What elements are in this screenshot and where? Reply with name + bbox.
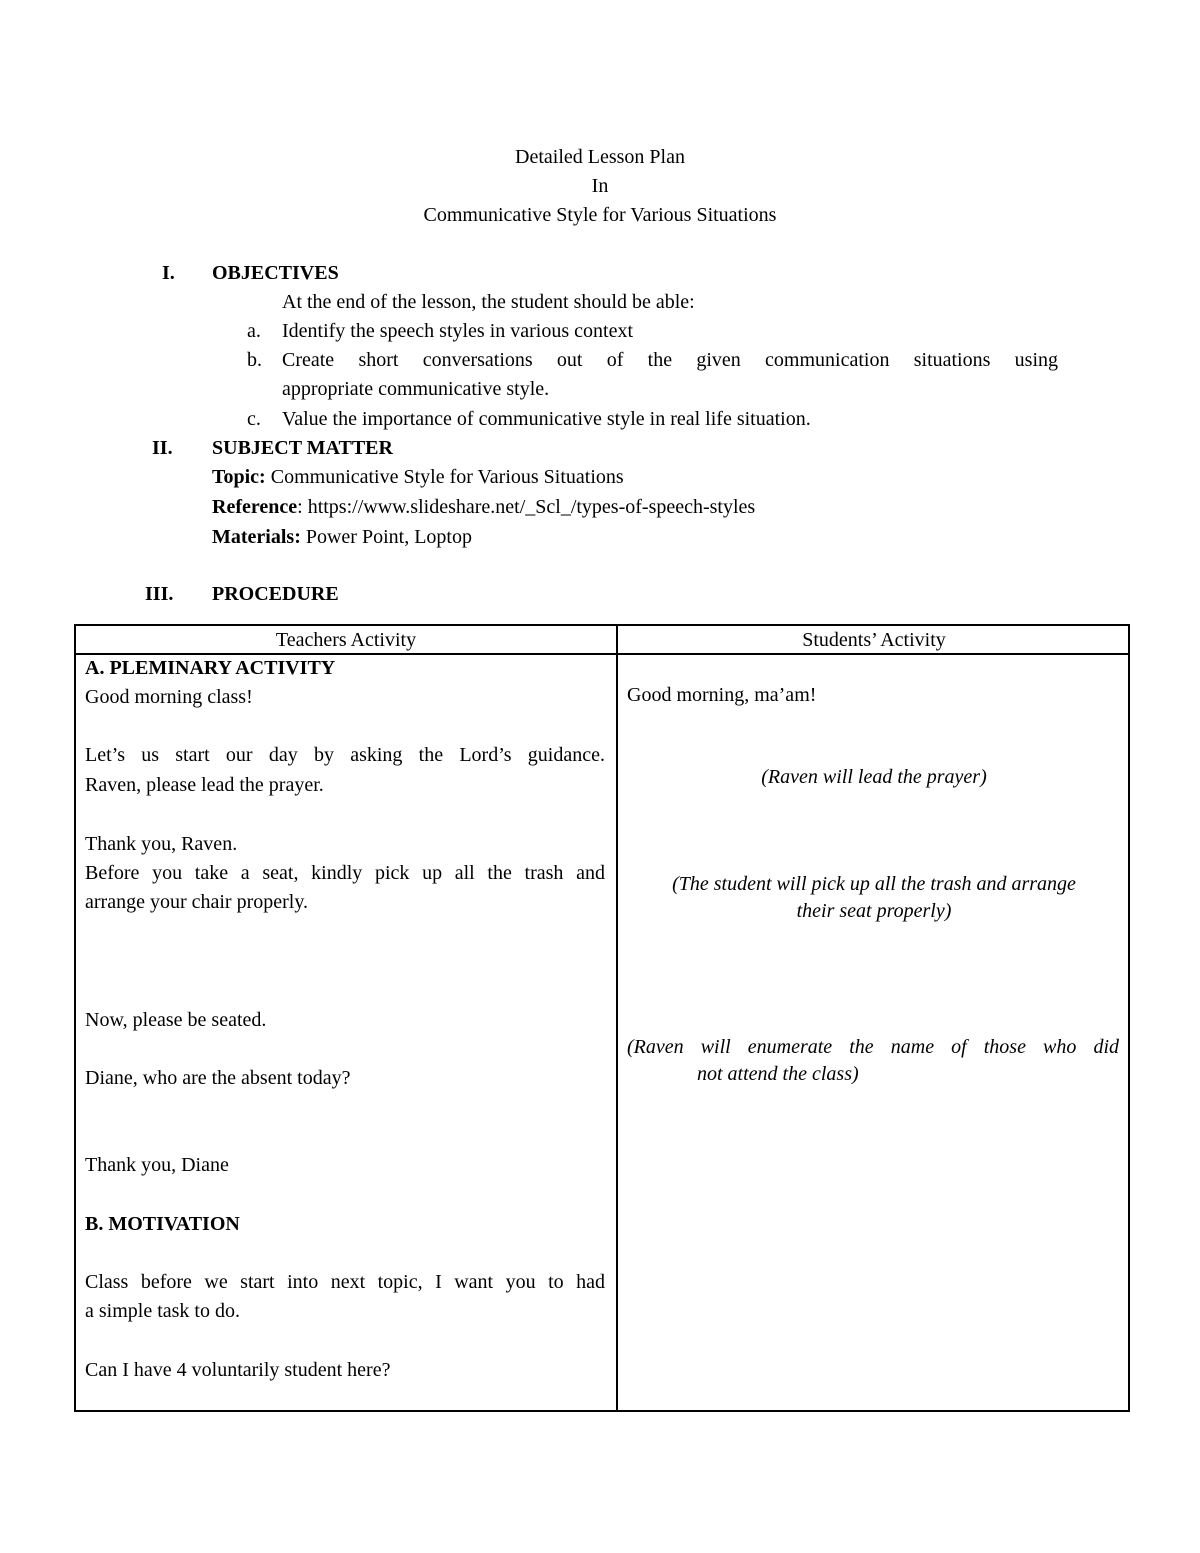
teacher-greeting: Good morning class!	[85, 686, 253, 708]
subject-numeral: II.	[152, 437, 173, 459]
objective-b-cont: appropriate communicative style.	[282, 378, 550, 400]
topic-label: Topic:	[212, 466, 266, 488]
subject-heading: SUBJECT MATTER	[212, 437, 393, 459]
header-divider	[76, 653, 1128, 655]
objectives-intro: At the end of the lesson, the student should be able:	[282, 291, 695, 313]
doc-title-in: In	[591, 175, 609, 197]
teacher-seated: Now, please be seated.	[85, 1009, 267, 1031]
student-column-header: Students’ Activity	[802, 629, 946, 651]
student-trash-2: their seat properly)	[796, 900, 952, 922]
objective-marker-c: c.	[247, 408, 261, 430]
student-greeting: Good morning, ma’am!	[627, 684, 817, 706]
objectives-numeral: I.	[162, 262, 175, 284]
teacher-column-header: Teachers Activity	[275, 629, 417, 651]
procedure-table	[74, 624, 1130, 1412]
teacher-thanks-raven: Thank you, Raven.	[85, 833, 238, 855]
procedure-heading: PROCEDURE	[212, 583, 339, 605]
teacher-thanks-diane: Thank you, Diane	[85, 1154, 229, 1176]
procedure-numeral: III.	[145, 583, 174, 605]
section-a-heading: A. PLEMINARY ACTIVITY	[85, 657, 336, 679]
teacher-volunteer: Can I have 4 voluntarily student here?	[85, 1359, 391, 1381]
doc-title: Detailed Lesson Plan	[515, 146, 685, 168]
column-divider	[616, 626, 618, 1410]
materials-line	[212, 527, 472, 547]
section-b-heading: B. MOTIVATION	[85, 1213, 240, 1235]
topic-line	[212, 467, 624, 487]
student-absent-1: (Raven will enumerate the name of those who did	[627, 1036, 1119, 1058]
teacher-task-2: a simple task to do.	[85, 1300, 240, 1322]
materials-value: Power Point, Loptop	[305, 526, 472, 548]
teacher-prayer-1: Let’s us start our day by asking the Lord’s guidance.	[85, 744, 605, 766]
objective-c: Value the importance of communicative style in real life situation.	[282, 408, 811, 430]
materials-label: Materials:	[212, 526, 301, 548]
objective-marker-b: b.	[247, 349, 262, 371]
student-absent-2: not attend the class)	[697, 1063, 859, 1085]
teacher-prayer-2: Raven, please lead the prayer.	[85, 774, 324, 796]
objective-a: Identify the speech styles in various context	[282, 320, 634, 342]
reference-label: Reference	[212, 496, 298, 518]
teacher-task-1: Class before we start into next topic, I want you to had	[85, 1271, 605, 1293]
teacher-trash-2: arrange your chair properly.	[85, 891, 309, 913]
student-trash-1: (The student will pick up all the trash and arrange	[672, 873, 1076, 895]
objective-marker-a: a.	[247, 320, 261, 342]
reference-value: : https://www.slideshare.net/_Scl_/types-of-speech-styles	[297, 496, 756, 518]
doc-subtitle: Communicative Style for Various Situations	[423, 204, 777, 226]
topic-value: Communicative Style for Various Situations	[270, 466, 624, 488]
objectives-heading: OBJECTIVES	[212, 262, 339, 284]
reference-line	[212, 497, 755, 517]
student-prayer: (Raven will lead the prayer)	[761, 766, 987, 788]
teacher-trash-1: Before you take a seat, kindly pick up all the trash and	[85, 862, 605, 884]
teacher-absent: Diane, who are the absent today?	[85, 1067, 351, 1089]
objective-b: Create short conversations out of the given communication situations using	[282, 349, 1058, 371]
